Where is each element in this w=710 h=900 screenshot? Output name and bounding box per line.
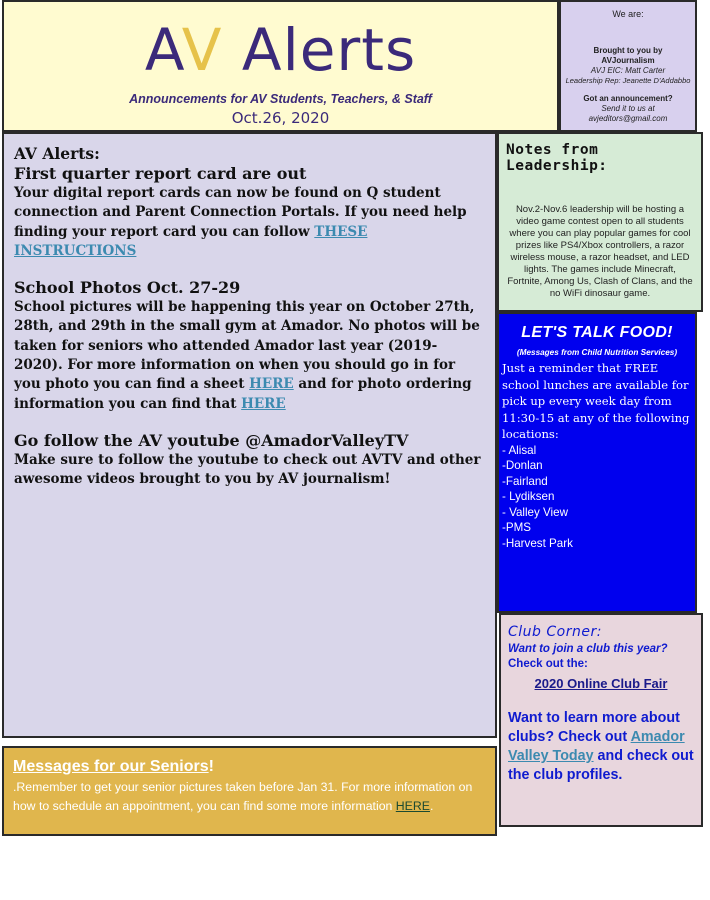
we-are-label: We are: (612, 9, 644, 19)
seniors-section (2, 746, 497, 836)
announcement-prompt: Got an announcement? (583, 94, 673, 103)
location-item: - Alisal (502, 443, 537, 457)
newsletter-title (4, 16, 557, 84)
photo-ordering-link[interactable]: HERE (241, 395, 286, 412)
alerts-heading: AV Alerts: (14, 144, 100, 163)
club-fair-link[interactable]: 2020 Online Club Fair (534, 676, 668, 691)
food-subheading: (Messages from Child Nutrition Services) (516, 348, 678, 357)
location-item: -Fairland (502, 474, 548, 488)
location-item: - Valley View (502, 505, 568, 519)
seniors-heading: Messages for our Seniors! (13, 758, 214, 775)
location-item: -PMS (502, 521, 531, 535)
school-photos-body: School pictures will be happening this year on October 27th, 28th, and 29th in the small gym at Amador. No photos will be taken for seniors who attended Amador last year (2019-2020). For more information on when you should go in for you photo you can find a sheet HERE and for photo ordering information you can find that HERE (14, 299, 480, 412)
title-rest: Alerts (222, 16, 417, 84)
credits-panel (559, 0, 697, 132)
seniors-text: .Remember to get your senior pictures taken before Jan 31. For more information on how to schedule an appointment, you can find some more information HERE. (13, 780, 473, 813)
location-list (499, 443, 695, 552)
alerts-section (2, 132, 497, 738)
leadership-notes (497, 132, 703, 312)
newsletter-date: Oct.26, 2020 (231, 109, 330, 127)
location-item: -Harvest Park (502, 537, 573, 551)
title-a: A (144, 16, 182, 84)
amador-valley-today-link[interactable]: Amador Valley Today (508, 729, 685, 764)
report-card-title: First quarter report card are out (14, 164, 307, 183)
club-learn-more: Want to learn more about clubs? Check out Amador Valley Today and check out the club profiles. (508, 710, 694, 783)
club-heading: Club Corner: (508, 624, 602, 640)
food-heading: LET'S TALK FOOD! (521, 324, 673, 341)
instructions-link[interactable]: THESE INSTRUCTIONS (14, 223, 368, 259)
newsletter-subtitle: Announcements for AV Students, Teachers, & Staff (129, 92, 432, 106)
contact-email[interactable]: avjeditors@gmail.com (588, 114, 668, 123)
brought-by: Brought to you by (593, 46, 663, 55)
title-v: V (181, 16, 223, 84)
youtube-body: Make sure to follow the youtube to check out AVTV and other awesome videos brought to you by AV journalism! (14, 451, 481, 488)
seniors-info-link[interactable]: HERE (395, 798, 430, 813)
location-item: - Lydiksen (502, 490, 555, 504)
report-card-body: Your digital report cards can now be found on Q student connection and Parent Connection Portals. If you need help finding your report card you can follow THESE INSTRUCTIONS (14, 185, 467, 259)
send-line: Send it to us at (601, 104, 655, 113)
food-section (497, 312, 697, 613)
eic-line: AVJ EIC: Matt Carter (590, 66, 666, 75)
notes-heading: Notes from Leadership: (506, 142, 608, 174)
club-question: Want to join a club this year? (508, 643, 668, 655)
seniors-heading-link[interactable]: Messages for our Seniors (13, 758, 209, 775)
notes-text: Nov.2-Nov.6 leadership will be hosting a video game contest open to all students where you can play popular games for cool prizes like PS4/Xbox controllers, a razor wireless mouse, a razor headset, and LED lights. The games include Minecraft, Fortnite, Among Us, Clash of Clans, and the no WiFi dinosaur game. (507, 204, 693, 299)
header-banner (2, 0, 559, 132)
food-intro: Just a reminder that FREE school lunches are available for pick up every week day from 11:30-15 at any of the following locations: (502, 361, 690, 441)
youtube-title: Go follow the AV youtube @AmadorValleyTV (14, 430, 409, 450)
org-name: AVJournalism (601, 56, 655, 65)
leadership-rep: Leadership Rep: Jeanette D'Addabbo (565, 76, 691, 85)
photo-sheet-link[interactable]: HERE (249, 376, 294, 393)
location-item: -Donlan (502, 459, 543, 473)
club-corner (499, 613, 703, 827)
school-photos-title: School Photos Oct. 27-29 (14, 278, 241, 298)
club-check-out: Check out the: (508, 658, 588, 670)
